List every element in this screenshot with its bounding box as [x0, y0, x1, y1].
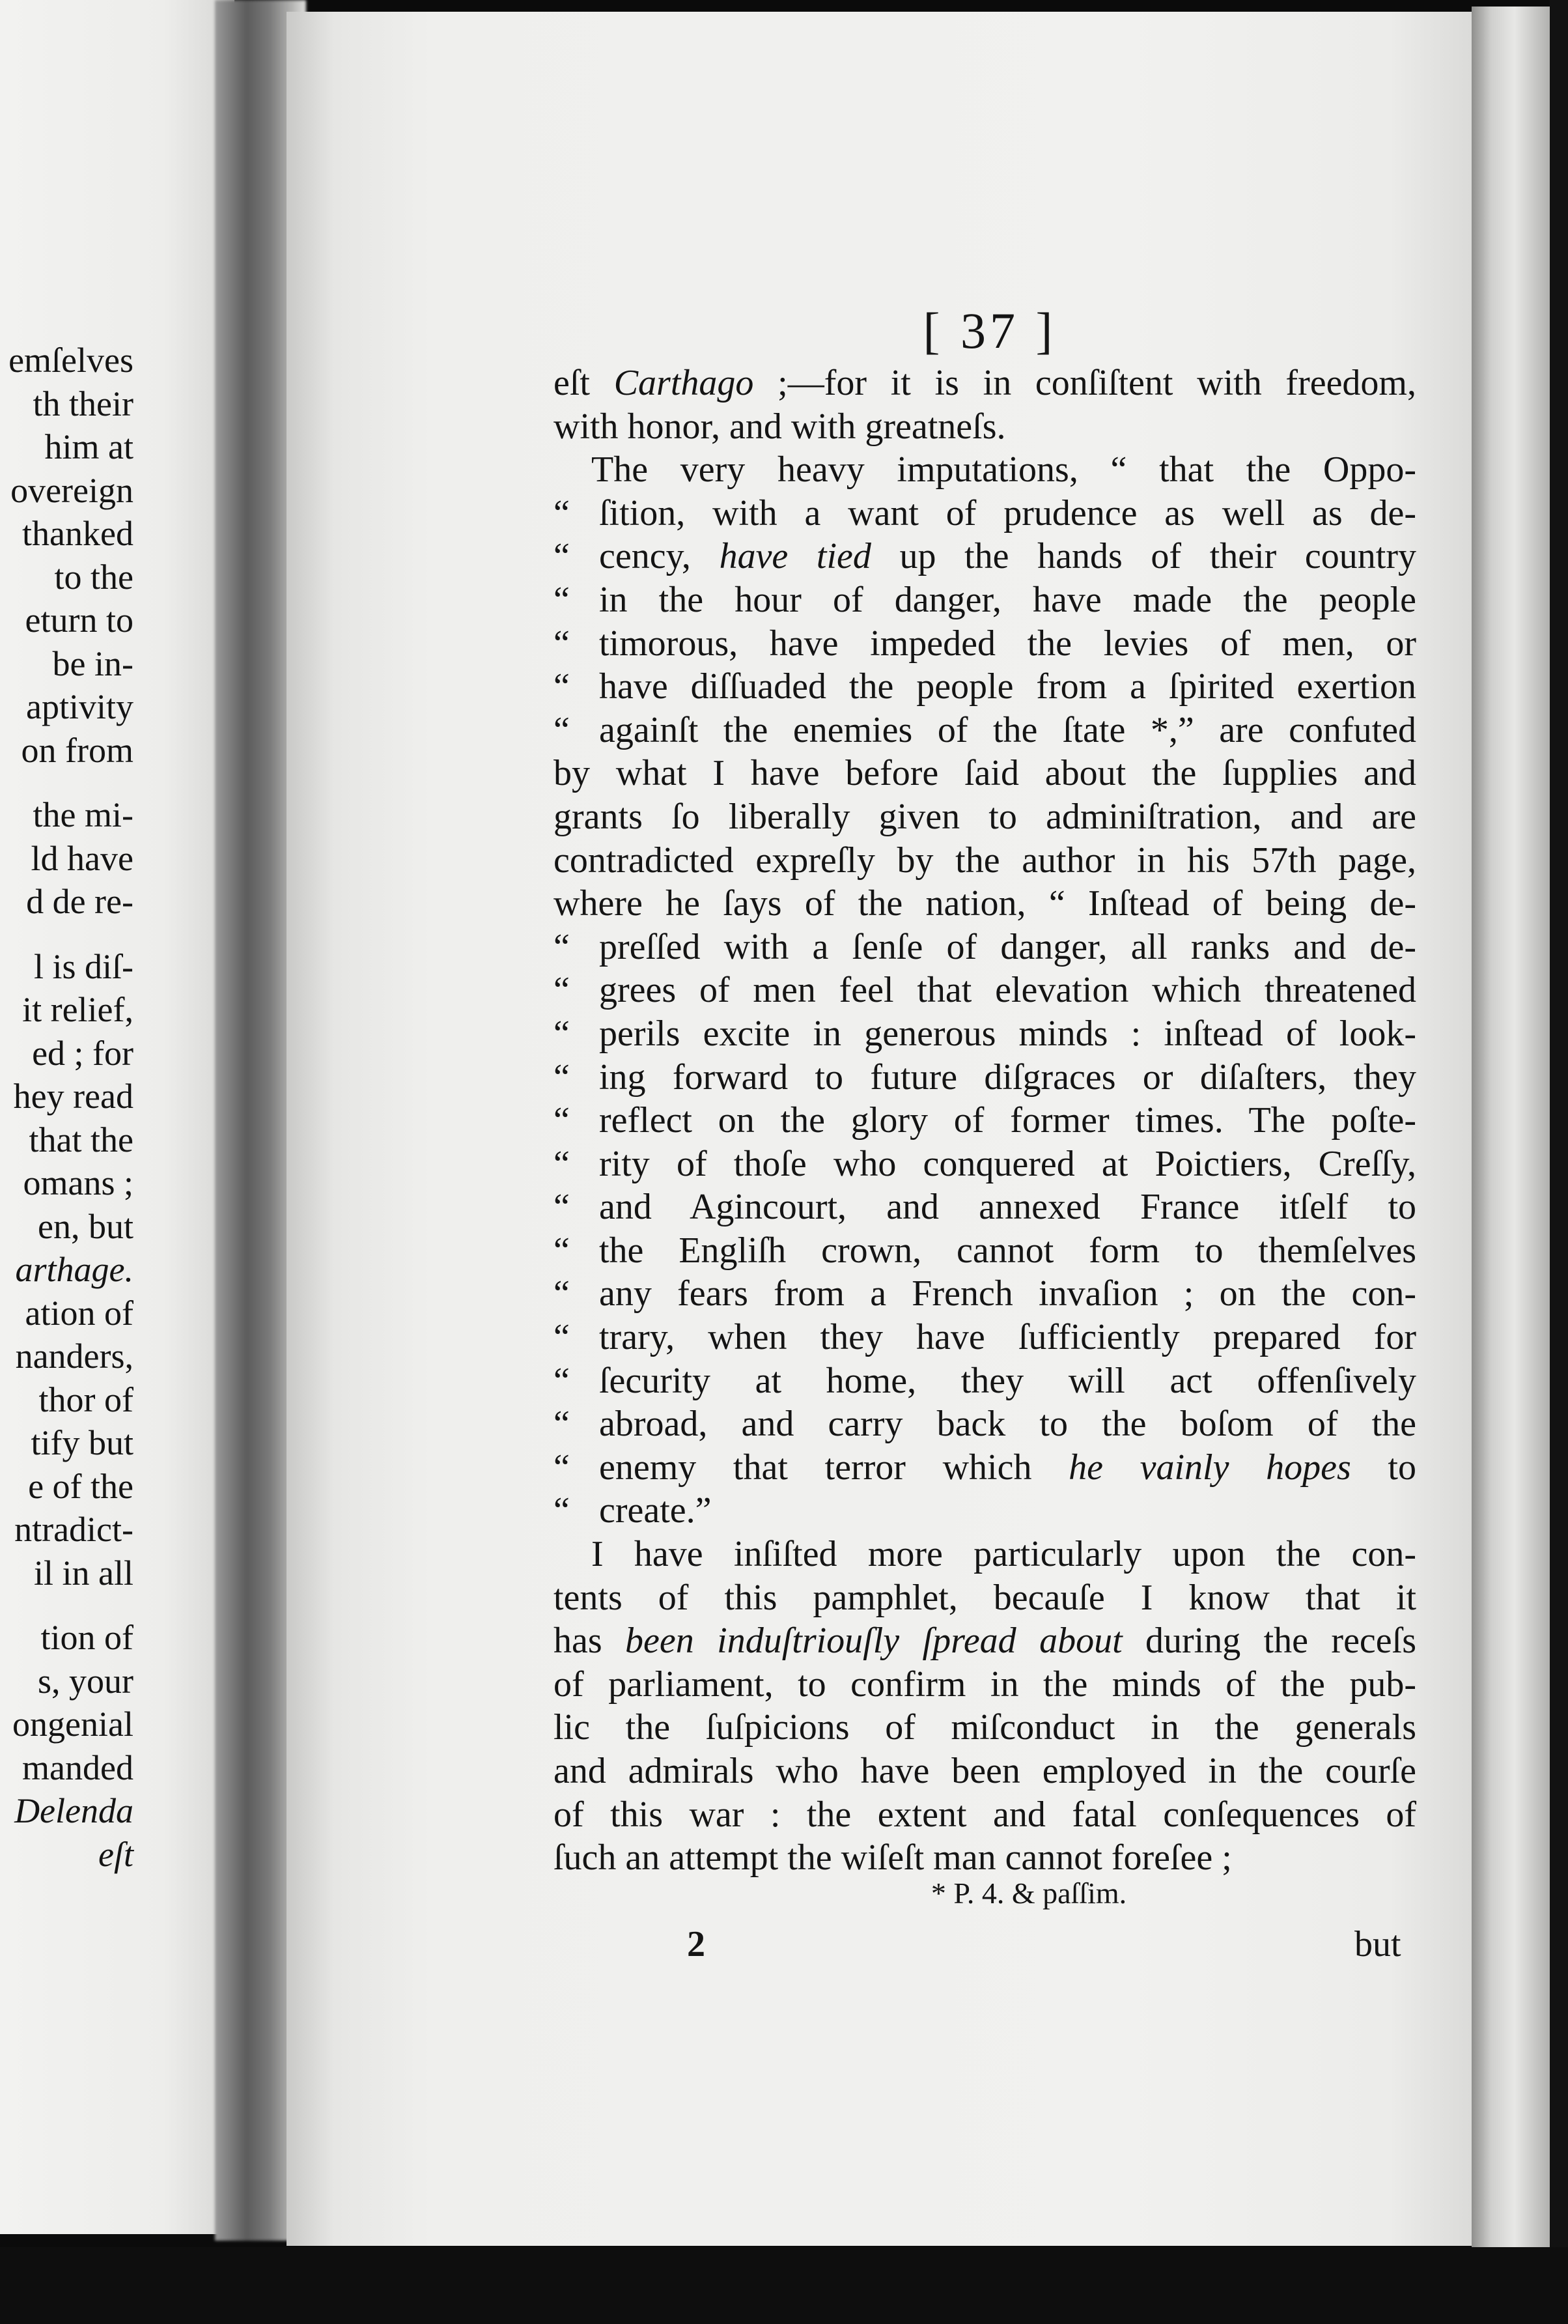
text-line [553, 1099, 1416, 1142]
quote-mark: “ [553, 492, 570, 533]
previous-page-line: overeign [10, 470, 133, 510]
quote-mark: “ [553, 1273, 570, 1314]
previous-page-line: d de re- [26, 882, 133, 921]
previous-page-line: to the [54, 557, 133, 597]
previous-page-line: ongenial [12, 1705, 133, 1744]
text-line [553, 926, 1416, 969]
text-line [553, 405, 1416, 449]
quote-mark: “ [553, 579, 570, 620]
previous-page-line: thanked [22, 514, 133, 553]
quote-mark: “ [553, 666, 570, 707]
previous-page-line: th their [33, 384, 133, 423]
previous-page-line: it relief, [22, 990, 133, 1029]
text-line [553, 795, 1416, 839]
previous-page-line [0, 1594, 133, 1616]
text-line [553, 1446, 1416, 1490]
text-line-content: lic the ſuſpicions of miſconduct in the generals [553, 1707, 1416, 1748]
text-line [553, 1056, 1416, 1099]
text-line-content: and admirals who have been employed in the courſe [553, 1751, 1416, 1791]
previous-page-line: eſt [98, 1834, 133, 1874]
text-line-content: againſt the enemies of the ſtate *,” are confuted [599, 709, 1416, 750]
previous-page-line [0, 924, 133, 945]
text-line-content: preſſed with a ſenſe of danger, all ranks and de- [599, 926, 1416, 967]
scan-border-right [1550, 0, 1568, 2324]
text-line [553, 492, 1416, 535]
text-line-content: cency, have tied up the hands of their country [599, 536, 1416, 577]
previous-page-line: thor of [38, 1380, 133, 1419]
quote-mark: “ [553, 1447, 570, 1488]
text-line [553, 1663, 1416, 1707]
text-line [553, 839, 1416, 883]
quote-mark: “ [553, 709, 570, 750]
quote-mark: “ [553, 1100, 570, 1141]
text-line-content: and Agincourt, and annexed France itſelf to [599, 1187, 1416, 1228]
previous-page-line: e of the [28, 1466, 133, 1506]
text-line [553, 1706, 1416, 1750]
quote-mark: “ [553, 1360, 570, 1401]
text-line-content: I have inſiſted more particularly upon the con- [591, 1534, 1416, 1575]
text-line [553, 1316, 1416, 1359]
text-line-content: trary, when they have ſufficiently prepared for [599, 1317, 1416, 1358]
text-line [553, 578, 1416, 622]
previous-page-line: ntradict- [14, 1510, 133, 1549]
text-line [553, 709, 1416, 752]
text-line-content: has been induſtriouſly ſpread about during the receſs [553, 1621, 1416, 1662]
previous-page-line: il in all [34, 1553, 133, 1593]
text-line-content: perils excite in generous minds : inſtead of look- [599, 1013, 1416, 1054]
text-line [553, 1402, 1416, 1446]
page-edge [1472, 7, 1550, 2247]
previous-page-line: l is diſ- [33, 946, 133, 986]
previous-page [0, 0, 234, 2234]
text-line [553, 1359, 1416, 1403]
text-line [553, 1793, 1416, 1837]
text-line-content: enemy that terror which he vainly hopes to [599, 1447, 1416, 1488]
quote-mark: “ [553, 1056, 570, 1098]
quote-mark: “ [553, 1187, 570, 1228]
previous-page-line: omans ; [23, 1163, 133, 1202]
text-line [553, 1836, 1416, 1880]
previous-page-line: ation of [25, 1293, 133, 1333]
text-line-content: ſecurity at home, they will act offenſively [599, 1360, 1416, 1401]
previous-page-line: ld have [31, 838, 133, 878]
scan-border-bottom [0, 2247, 1568, 2324]
quote-mark: “ [553, 1490, 570, 1531]
text-line-content: of parliament, to confirm in the minds of the pub- [553, 1664, 1416, 1705]
page-number: [ 37 ] [923, 302, 1057, 359]
previous-page-line: aptivity [26, 687, 133, 726]
text-line-content: the Engliſh crown, cannot form to themſelves [599, 1230, 1416, 1271]
quote-mark: “ [553, 926, 570, 967]
previous-page-line: eturn to [25, 601, 133, 640]
quote-mark: “ [553, 1143, 570, 1184]
previous-page-line: s, your [38, 1661, 133, 1701]
text-line [553, 361, 1416, 405]
text-line [553, 1272, 1416, 1316]
previous-page-line: that the [29, 1120, 133, 1159]
previous-page-line: tify but [31, 1423, 133, 1462]
text-line-content: with honor, and with greatneſs. [553, 406, 1006, 447]
text-line [553, 1750, 1416, 1793]
text-line-content: in the hour of danger, have made the people [599, 579, 1416, 620]
previous-page-line: on from [21, 730, 133, 770]
quote-mark: “ [553, 623, 570, 664]
signature-mark: 2 [687, 1924, 705, 1964]
text-line [553, 1012, 1416, 1056]
previous-page-line: manded [22, 1748, 133, 1787]
text-line-content: any fears from a French invaſion ; on the con- [599, 1273, 1416, 1314]
page-body-text [553, 361, 1416, 1880]
text-line [553, 1229, 1416, 1273]
previous-page-line: en, but [38, 1206, 133, 1246]
text-line-content: tents of this pamphlet, becauſe I know that it [553, 1577, 1416, 1618]
previous-page-line: hey read [13, 1077, 133, 1116]
text-line-content: The very heavy imputations, “ that the Oppo- [591, 449, 1416, 490]
previous-page-line: Delenda [14, 1791, 133, 1830]
quote-mark: “ [553, 1230, 570, 1271]
quote-mark: “ [553, 970, 570, 1011]
text-line [553, 969, 1416, 1012]
previous-page-line: arthage. [15, 1250, 133, 1289]
text-line-content: abroad, and carry back to the boſom of the [599, 1404, 1416, 1445]
text-line-content: ſuch an attempt the wiſeſt man cannot foreſee ; [553, 1837, 1232, 1878]
text-line [553, 882, 1416, 926]
previous-page-line: him at [44, 427, 133, 466]
text-line [553, 752, 1416, 795]
text-line [553, 1576, 1416, 1620]
previous-page-line: tion of [40, 1618, 133, 1657]
quote-mark: “ [553, 1013, 570, 1054]
text-line-content: grees of men feel that elevation which threatened [599, 970, 1416, 1011]
text-line [553, 1489, 1416, 1533]
previous-page-line [0, 772, 133, 793]
text-line [553, 535, 1416, 578]
quote-mark: “ [553, 1317, 570, 1358]
previous-page-line: be in- [52, 644, 133, 683]
text-line-content: have diſſuaded the people from a ſpirited exertion [599, 666, 1416, 707]
footnote: * P. 4. & paſſim. [931, 1877, 1127, 1910]
text-line [553, 448, 1416, 492]
text-line-content: grants ſo liberally given to adminiſtration, and are [553, 796, 1416, 837]
text-line-content: create.” [599, 1490, 712, 1531]
text-line [553, 1533, 1416, 1576]
text-line-content: contradicted expreſly by the author in his 57th page, [553, 840, 1416, 881]
text-line-content: reflect on the glory of former times. The poſte- [599, 1100, 1416, 1141]
text-line-content: timorous, have impeded the levies of men, or [599, 623, 1416, 664]
previous-page-line: nanders, [15, 1337, 133, 1376]
text-line-content: where he ſays of the nation, “ Inſtead of being de- [553, 883, 1416, 924]
catchword: but [1354, 1924, 1401, 1964]
text-line-content: of this war : the extent and fatal conſequences of [553, 1794, 1416, 1835]
text-line [553, 665, 1416, 709]
text-line-content: eſt Carthago ;—for it is in conſiſtent with freedom, [553, 363, 1416, 403]
text-line [553, 1619, 1416, 1663]
quote-mark: “ [553, 536, 570, 577]
previous-page-line: ed ; for [32, 1033, 133, 1073]
text-line-content: rity of thoſe who conquered at Poictiers, Creſſy, [599, 1143, 1416, 1184]
previous-page-text [0, 339, 133, 1876]
previous-page-line: the mi- [33, 795, 133, 834]
current-page [287, 12, 1485, 2246]
text-line-content: ing forward to future diſgraces or diſaſters, they [599, 1056, 1416, 1098]
text-line [553, 1185, 1416, 1229]
text-line [553, 1142, 1416, 1186]
text-line [553, 622, 1416, 666]
text-line-content: by what I have before ſaid about the ſupplies and [553, 753, 1416, 794]
previous-page-line: emſelves [8, 341, 133, 380]
text-line-content: ſition, with a want of prudence as well as de- [599, 492, 1416, 533]
quote-mark: “ [553, 1404, 570, 1445]
